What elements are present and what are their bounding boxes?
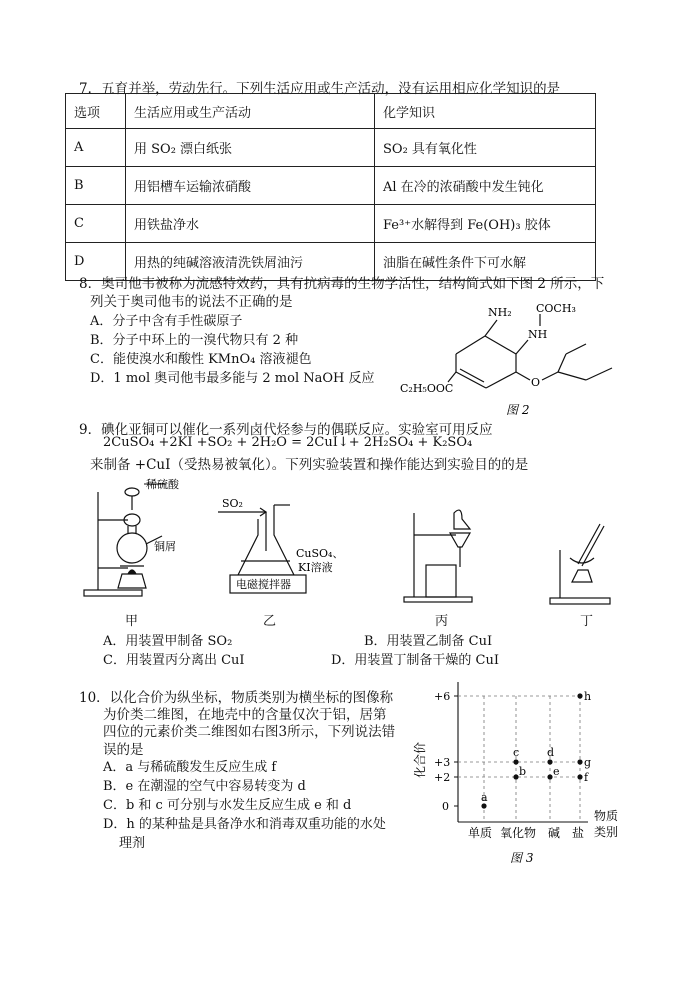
ytick-plus6: +6	[434, 690, 451, 703]
table-header-row	[66, 94, 596, 129]
q10-option-c: C．b 和 c 可分别与水发生反应生成 e 和 d	[103, 798, 352, 813]
row-option: B	[66, 167, 126, 205]
q10-stem-line4: 误的是	[103, 742, 144, 758]
row-knowledge: Al 在冷的浓硝酸中发生钝化	[375, 167, 596, 205]
apparatus-bing	[400, 505, 490, 605]
point-e	[547, 774, 552, 779]
xcat-base: 碱	[548, 826, 561, 840]
q10-option-d-cont: 理剂	[119, 836, 146, 851]
cuso4-label: CuSO₄、	[296, 547, 344, 560]
row-option: A	[66, 129, 126, 167]
apparatus-yi	[214, 495, 354, 605]
caption-bing: 丙	[435, 614, 449, 629]
point-label-h: h	[584, 690, 592, 703]
q10-stem-line1: 10．以化合价为纵坐标，物质类别为横坐标的图像称	[79, 690, 394, 706]
point-label-c: c	[513, 746, 520, 759]
q7-stem: 7．五育并举，劳动先行。下列生活应用或生产活动，没有运用相应化学知识的是	[79, 81, 561, 97]
point-d	[547, 759, 552, 764]
point-a	[481, 803, 486, 808]
point-label-g: g	[584, 756, 592, 769]
nh-label: NH	[528, 328, 548, 341]
row-activity: 用热的纯碱溶液清洗铁屑油污	[126, 243, 375, 281]
ytick-zero: 0	[442, 800, 449, 813]
q9-option-b: B．用装置乙制备 CuI	[364, 634, 493, 649]
table-row	[66, 167, 596, 205]
row-option: D	[66, 243, 126, 281]
header-activity: 生活应用或生产活动	[126, 94, 375, 129]
row-knowledge: Fe³⁺水解得到 Fe(OH)₃ 胶体	[375, 205, 596, 243]
apparatus-jia	[80, 470, 190, 600]
point-c	[513, 759, 518, 764]
point-h	[577, 693, 582, 698]
row-option: C	[66, 205, 126, 243]
apparatus-ding	[548, 510, 618, 605]
xcat-oxide: 氧化物	[500, 826, 537, 840]
q9-stem-line2: 来制备 +CuI（受热易被氧化）。下列实验装置和操作能达到实验目的的是	[90, 457, 529, 473]
q10-option-b: B．e 在潮湿的空气中容易转变为 d	[103, 779, 306, 794]
q10-option-d: D．h 的某种盐是具备净水和消毒双重功能的水处	[103, 817, 386, 832]
ytick-plus3: +3	[434, 756, 451, 769]
q8-stem-line2: 列关于奥司他韦的说法不正确的是	[90, 294, 293, 310]
fig2-caption: 图 2	[506, 403, 530, 417]
table-row	[66, 129, 596, 167]
row-activity: 用铁盐净水	[126, 205, 375, 243]
point-g	[577, 759, 582, 764]
q8-option-d: D．1 mol 奥司他韦最多能与 2 mol NaOH 反应	[90, 371, 375, 386]
point-label-e: e	[553, 765, 560, 778]
q9-option-c: C．用装置丙分离出 CuI	[103, 653, 245, 668]
x-axis-label-1: 物质	[594, 809, 619, 823]
q10-stem-line2: 为价类二维图，在地壳中的含量仅次于铝，居第	[103, 707, 387, 723]
y-axis-label: 化合价	[413, 741, 427, 778]
so2-inlet-label: SO₂	[222, 497, 243, 510]
q9-option-a: A．用装置甲制备 SO₂	[103, 634, 233, 649]
ytick-plus2: +2	[434, 771, 451, 784]
acetyl-label: COCH₃	[536, 302, 576, 315]
header-option: 选项	[66, 94, 126, 129]
point-label-a: a	[481, 791, 488, 804]
ester-label: C₂H₅OOC	[400, 382, 454, 395]
table-row	[66, 205, 596, 243]
xcat-element: 单质	[468, 826, 493, 840]
magnetic-stirrer-label: 电磁搅拌器	[236, 578, 291, 591]
point-f	[577, 774, 582, 779]
ether-o-label: O	[531, 376, 541, 389]
xcat-salt: 盐	[572, 826, 585, 840]
q8-option-b: B．分子中环上的一溴代物只有 2 种	[90, 333, 299, 348]
point-label-d: d	[547, 746, 555, 759]
row-activity: 用铝槽车运输浓硝酸	[126, 167, 375, 205]
row-activity: 用 SO₂ 漂白纸张	[126, 129, 375, 167]
q7-table	[65, 93, 596, 281]
caption-yi: 乙	[263, 614, 277, 629]
copper-label: 铜屑	[154, 540, 176, 553]
point-label-f: f	[584, 771, 589, 784]
caption-ding: 丁	[580, 614, 594, 629]
dilute-acid-label: 稀硫酸	[146, 478, 179, 491]
q8-option-a: A．分子中含有手性碳原子	[90, 314, 243, 329]
caption-jia: 甲	[125, 614, 139, 629]
point-b	[513, 774, 518, 779]
row-knowledge: SO₂ 具有氧化性	[375, 129, 596, 167]
valence-category-diagram	[402, 680, 638, 866]
x-axis-label-2: 类别	[594, 825, 619, 839]
nh2-label: NH₂	[488, 306, 512, 319]
q9-option-d: D．用装置丁制备干燥的 CuI	[331, 653, 500, 668]
q9-equation: 2CuSO₄ +2KI +SO₂ + 2H₂O = 2CuI↓+ 2H₂SO₄ + K₂SO₄	[103, 435, 473, 450]
row-knowledge: 油脂在碱性条件下可水解	[375, 243, 596, 281]
ki-solution-label: KI溶液	[298, 561, 333, 574]
oseltamivir-structure	[390, 296, 630, 420]
q8-option-c: C．能使溴水和酸性 KMnO₄ 溶液褪色	[90, 352, 312, 367]
q8-stem-line1: 8．奥司他韦被称为流感特效药，具有抗病毒的生物学活性，结构简式如下图 2 所示，下	[79, 276, 605, 292]
header-knowledge: 化学知识	[375, 94, 596, 129]
point-label-b: b	[519, 765, 527, 778]
fig3-caption: 图 3	[510, 851, 534, 865]
q9-stem-line1: 9．碘化亚铜可以催化一系列卤代烃参与的偶联反应。实验室可用反应	[79, 422, 493, 438]
q10-option-a: A．a 与稀硫酸发生反应生成 f	[103, 760, 277, 775]
q10-stem-line3: 四位的元素价类二维图如右图3所示，下列说法错	[103, 724, 396, 740]
